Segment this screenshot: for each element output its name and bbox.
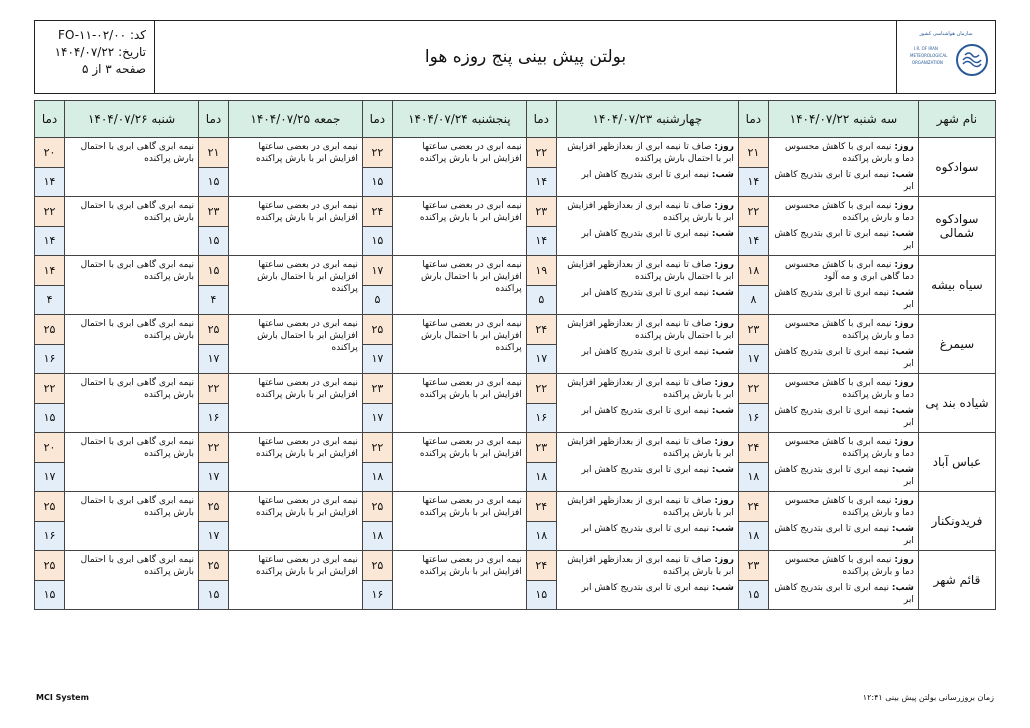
min-temp: ۱۶ [527, 404, 556, 433]
forecast-cell [392, 374, 526, 433]
day-forecast: نیمه ابری با کاهش محسوس دما و بارش پراکنده [784, 378, 914, 400]
max-temp: ۲۳ [363, 374, 392, 404]
max-temp: ۲۴ [363, 197, 392, 227]
table-row [35, 551, 996, 610]
forecast-cell [229, 551, 363, 610]
temp-cell [738, 492, 768, 551]
table-row [35, 197, 996, 256]
footer-update-label: زمان بروزرسانی بولتن پیش بینی [885, 693, 994, 702]
night-forecast: نیمه ابری تا ابری بتدریج کاهش ابر [581, 524, 710, 534]
night-label: شب: [891, 524, 914, 534]
city-name: سیمرغ [918, 315, 995, 374]
forecast-cell [65, 197, 199, 256]
min-temp: ۱۴ [739, 227, 768, 256]
city-name: سوادکوه شمالی [918, 197, 995, 256]
max-temp: ۲۵ [35, 315, 64, 345]
forecast-cell [556, 315, 738, 374]
forecast-cell [229, 197, 363, 256]
forecast-cell [768, 433, 918, 492]
forecast-cell [392, 315, 526, 374]
max-temp: ۲۵ [35, 551, 64, 581]
bulletin-page [34, 20, 996, 605]
city-name: قائم شهر [918, 551, 995, 610]
min-temp: ۱۴ [739, 168, 768, 197]
document-meta [35, 21, 155, 93]
min-temp: ۱۵ [739, 581, 768, 610]
night-forecast: نیمه ابری تا ابری بتدریج کاهش ابر [774, 583, 914, 605]
temp-cell [199, 551, 229, 610]
header-temp: دما [199, 101, 229, 138]
temp-cell [362, 551, 392, 610]
header-city: نام شهر [918, 101, 995, 138]
forecast-cell [556, 492, 738, 551]
min-temp: ۱۵ [527, 581, 556, 610]
forecast-text: نیمه ابری در بعضی ساعتها افزایش ابر با بارش پراکنده [256, 555, 358, 577]
night-label: شب: [891, 170, 914, 180]
forecast-cell [65, 492, 199, 551]
min-temp: ۱۵ [35, 404, 64, 433]
max-temp: ۲۲ [527, 374, 556, 404]
temp-cell [526, 256, 556, 315]
temp-cell [738, 551, 768, 610]
date-label: تاریخ: [118, 45, 146, 59]
day-label: روز: [714, 142, 734, 152]
forecast-cell [556, 256, 738, 315]
min-temp: ۱۴ [527, 227, 556, 256]
header-day-4: جمعه ۱۴۰۴/۰۷/۲۵ [229, 101, 363, 138]
max-temp: ۲۳ [527, 433, 556, 463]
temp-cell [199, 315, 229, 374]
forecast-text: نیمه ابری در بعضی ساعتها افزایش ابر با بارش پراکنده [256, 378, 358, 400]
day-label: روز: [894, 437, 914, 447]
min-temp: ۱۶ [739, 404, 768, 433]
forecast-text: نیمه ابری در بعضی ساعتها افزایش ابر با بارش پراکنده [419, 555, 522, 577]
max-temp: ۲۲ [739, 197, 768, 227]
forecast-cell [229, 492, 363, 551]
temp-cell [35, 492, 65, 551]
temp-cell [526, 315, 556, 374]
night-forecast: نیمه ابری تا ابری بتدریج کاهش ابر [774, 524, 914, 546]
night-label: شب: [891, 347, 914, 357]
code-value: FO-۱۱-۰۲/۰۰ [58, 28, 127, 42]
forecast-cell [229, 138, 363, 197]
temp-cell [199, 492, 229, 551]
night-label: شب: [711, 465, 734, 475]
forecast-text: نیمه ابری گاهی ابری با احتمال بارش پراکنده [80, 260, 195, 282]
footer-update [863, 693, 994, 702]
forecast-text: نیمه ابری در بعضی ساعتها افزایش ابر با بارش پراکنده [419, 201, 522, 223]
max-temp: ۲۵ [35, 492, 64, 522]
min-temp: ۱۶ [363, 581, 392, 610]
night-label: شب: [711, 347, 734, 357]
forecast-cell [65, 256, 199, 315]
forecast-text: نیمه ابری در بعضی ساعتها افزایش ابر با احتمال بارش پراکنده [257, 260, 358, 294]
night-label: شب: [711, 524, 734, 534]
table-row [35, 256, 996, 315]
night-forecast: نیمه ابری تا ابری بتدریج کاهش ابر [774, 465, 914, 487]
day-label: روز: [894, 319, 914, 329]
svg-text:METEOROLOGICAL: METEOROLOGICAL [910, 53, 948, 58]
temp-cell [362, 138, 392, 197]
day-forecast: نیمه ابری با کاهش محسوس دما و بارش پراکنده [784, 319, 914, 341]
day-label: روز: [714, 496, 734, 506]
temp-cell [35, 197, 65, 256]
temp-cell [526, 197, 556, 256]
table-row [35, 492, 996, 551]
page-title: بولتن پیش بینی پنج روزه هوا [424, 47, 627, 67]
night-forecast: نیمه ابری تا ابری بتدریج کاهش ابر [581, 465, 710, 475]
table-row [35, 315, 996, 374]
max-temp: ۲۲ [35, 374, 64, 404]
night-label: شب: [711, 406, 734, 416]
day-forecast: نیمه ابری با کاهش محسوس دما و بارش پراکنده [784, 201, 914, 223]
min-temp: ۱۷ [363, 345, 392, 374]
forecast-cell [392, 197, 526, 256]
day-forecast: صاف تا نیمه ابری از بعدازظهر افزایش ابر با بارش پراکنده [567, 378, 734, 400]
temp-cell [362, 492, 392, 551]
night-forecast: نیمه ابری تا ابری بتدریج کاهش ابر [581, 347, 710, 357]
forecast-cell [768, 197, 918, 256]
max-temp: ۲۳ [739, 315, 768, 345]
logo-text-fa: سازمان هواشناسی کشور [919, 31, 973, 37]
page-label: صفحه [115, 62, 146, 76]
forecast-cell [768, 315, 918, 374]
day-label: روز: [894, 496, 914, 506]
max-temp: ۲۵ [363, 551, 392, 581]
max-temp: ۲۵ [363, 315, 392, 345]
night-forecast: نیمه ابری تا ابری بتدریج کاهش ابر [581, 288, 710, 298]
footer-update-time: ۱۲:۴۱ [862, 693, 883, 702]
min-temp: ۱۷ [199, 345, 228, 374]
min-temp: ۱۷ [363, 404, 392, 433]
forecast-cell [556, 197, 738, 256]
forecast-cell [229, 315, 363, 374]
min-temp: ۵ [363, 286, 392, 315]
forecast-text: نیمه ابری در بعضی ساعتها افزایش ابر با بارش پراکنده [419, 437, 522, 459]
max-temp: ۲۵ [199, 551, 228, 581]
day-label: روز: [714, 319, 734, 329]
city-name: شیاده بند پی [918, 374, 995, 433]
max-temp: ۲۲ [363, 138, 392, 168]
day-forecast: نیمه ابری با کاهش محسوس دما و بارش پراکنده [784, 437, 914, 459]
temp-cell [738, 256, 768, 315]
max-temp: ۱۹ [527, 256, 556, 286]
temp-cell [738, 374, 768, 433]
min-temp: ۱۸ [739, 522, 768, 551]
forecast-cell [229, 433, 363, 492]
header-temp: دما [362, 101, 392, 138]
temp-cell [362, 315, 392, 374]
temp-cell [35, 256, 65, 315]
max-temp: ۲۴ [527, 492, 556, 522]
forecast-cell [392, 256, 526, 315]
forecast-text: نیمه ابری در بعضی ساعتها افزایش ابر با احتمال بارش پراکنده [421, 319, 522, 353]
night-forecast: نیمه ابری تا ابری بتدریج کاهش ابر [774, 347, 914, 369]
day-label: روز: [894, 555, 914, 565]
forecast-cell [392, 551, 526, 610]
svg-text:ORGANIZATION: ORGANIZATION [912, 60, 943, 65]
code-label: کد: [129, 28, 146, 42]
max-temp: ۲۲ [35, 197, 64, 227]
forecast-text: نیمه ابری در بعضی ساعتها افزایش ابر با بارش پراکنده [256, 142, 358, 164]
forecast-cell [65, 374, 199, 433]
day-label: روز: [714, 437, 734, 447]
forecast-cell [229, 256, 363, 315]
min-temp: ۴ [35, 286, 64, 315]
max-temp: ۲۲ [363, 433, 392, 463]
temp-cell [526, 551, 556, 610]
table-row [35, 138, 996, 197]
city-name: سیاه بیشه [918, 256, 995, 315]
forecast-text: نیمه ابری گاهی ابری با احتمال بارش پراکنده [80, 496, 195, 518]
forecast-cell [768, 374, 918, 433]
night-forecast: نیمه ابری تا ابری بتدریج کاهش ابر [774, 170, 914, 192]
max-temp: ۲۵ [199, 492, 228, 522]
min-temp: ۱۵ [363, 168, 392, 197]
day-forecast: نیمه ابری با کاهش محسوس دما و بارش پراکنده [784, 555, 914, 577]
header-day-1: سه شنبه ۱۴۰۴/۰۷/۲۲ [768, 101, 918, 138]
footer-system: MCI System [36, 693, 89, 702]
temp-cell [35, 374, 65, 433]
temp-cell [199, 256, 229, 315]
temp-cell [35, 315, 65, 374]
forecast-text: نیمه ابری در بعضی ساعتها افزایش ابر با بارش پراکنده [419, 378, 522, 400]
min-temp: ۱۵ [199, 227, 228, 256]
night-forecast: نیمه ابری تا ابری بتدریج کاهش ابر [774, 288, 914, 310]
min-temp: ۵ [527, 286, 556, 315]
forecast-text: نیمه ابری گاهی ابری با احتمال بارش پراکنده [80, 142, 195, 164]
day-forecast: نیمه ابری با کاهش محسوس دما گاهی ابری و مه آلود [784, 260, 914, 282]
forecast-text: نیمه ابری گاهی ابری با احتمال بارش پراکنده [80, 201, 195, 223]
night-label: شب: [711, 583, 734, 593]
temp-cell [35, 138, 65, 197]
night-label: شب: [711, 229, 734, 239]
forecast-cell [556, 138, 738, 197]
max-temp: ۲۲ [199, 433, 228, 463]
day-forecast: نیمه ابری با کاهش محسوس دما و بارش پراکنده [784, 142, 914, 164]
meteorological-organization-logo [896, 21, 995, 93]
header-temp: دما [35, 101, 65, 138]
night-forecast: نیمه ابری تا ابری بتدریج کاهش ابر [581, 406, 710, 416]
min-temp: ۱۷ [739, 345, 768, 374]
night-forecast: نیمه ابری تا ابری بتدریج کاهش ابر [774, 406, 914, 428]
header-day-2: چهارشنبه ۱۴۰۴/۰۷/۲۳ [556, 101, 738, 138]
max-temp: ۲۲ [199, 374, 228, 404]
min-temp: ۱۸ [527, 463, 556, 492]
forecast-cell [768, 138, 918, 197]
temp-cell [738, 197, 768, 256]
forecast-cell [768, 551, 918, 610]
forecast-text: نیمه ابری گاهی ابری با احتمال بارش پراکنده [80, 378, 195, 400]
temp-cell [35, 433, 65, 492]
min-temp: ۱۵ [363, 227, 392, 256]
day-label: روز: [894, 142, 914, 152]
forecast-text: نیمه ابری در بعضی ساعتها افزایش ابر با احتمال بارش پراکنده [257, 319, 358, 353]
temp-cell [738, 433, 768, 492]
night-label: شب: [711, 170, 734, 180]
page-value: ۳ از ۵ [82, 62, 112, 76]
forecast-text: نیمه ابری گاهی ابری با احتمال بارش پراکنده [80, 319, 195, 341]
temp-cell [526, 138, 556, 197]
temp-cell [738, 315, 768, 374]
max-temp: ۲۱ [739, 138, 768, 168]
min-temp: ۱۷ [527, 345, 556, 374]
min-temp: ۱۴ [527, 168, 556, 197]
temp-cell [199, 138, 229, 197]
max-temp: ۱۸ [739, 256, 768, 286]
temp-cell [738, 138, 768, 197]
forecast-cell [768, 256, 918, 315]
temp-cell [35, 551, 65, 610]
temp-cell [526, 433, 556, 492]
header-temp: دما [738, 101, 768, 138]
min-temp: ۱۵ [199, 168, 228, 197]
forecast-cell [556, 374, 738, 433]
forecast-cell [392, 492, 526, 551]
table-row [35, 374, 996, 433]
svg-text:I.R. OF IRAN: I.R. OF IRAN [914, 46, 938, 51]
day-label: روز: [714, 555, 734, 565]
day-label: روز: [894, 260, 914, 270]
min-temp: ۱۶ [199, 404, 228, 433]
forecast-cell [392, 138, 526, 197]
temp-cell [526, 374, 556, 433]
bulletin-header [34, 20, 996, 94]
forecast-text: نیمه ابری گاهی ابری با احتمال بارش پراکنده [80, 437, 195, 459]
header-day-3: پنجشنبه ۱۴۰۴/۰۷/۲۴ [392, 101, 526, 138]
night-label: شب: [711, 288, 734, 298]
forecast-text: نیمه ابری در بعضی ساعتها افزایش ابر با بارش پراکنده [256, 496, 358, 518]
night-label: شب: [891, 406, 914, 416]
night-forecast: نیمه ابری تا ابری بتدریج کاهش ابر [581, 170, 710, 180]
forecast-cell [65, 551, 199, 610]
max-temp: ۲۳ [199, 197, 228, 227]
day-forecast: صاف تا نیمه ابری از بعدازظهر افزایش ابر با احتمال بارش پراکنده [567, 319, 734, 341]
forecast-cell [65, 138, 199, 197]
max-temp: ۲۲ [527, 138, 556, 168]
city-name: فریدونکنار [918, 492, 995, 551]
city-name: سوادکوه [918, 138, 995, 197]
max-temp: ۲۵ [199, 315, 228, 345]
night-forecast: نیمه ابری تا ابری بتدریج کاهش ابر [581, 583, 710, 593]
table-header-row [35, 101, 996, 138]
temp-cell [526, 492, 556, 551]
min-temp: ۱۴ [35, 227, 64, 256]
max-temp: ۲۰ [35, 433, 64, 463]
day-forecast: صاف تا نیمه ابری از بعدازظهر افزایش ابر با بارش پراکنده [567, 437, 734, 459]
temp-cell [362, 433, 392, 492]
forecast-cell [392, 433, 526, 492]
max-temp: ۲۴ [739, 433, 768, 463]
forecast-cell [65, 315, 199, 374]
day-forecast: نیمه ابری با کاهش محسوس دما و بارش پراکنده [784, 496, 914, 518]
min-temp: ۱۷ [199, 522, 228, 551]
night-label: شب: [891, 229, 914, 239]
max-temp: ۲۱ [199, 138, 228, 168]
night-label: شب: [891, 465, 914, 475]
forecast-table [34, 100, 996, 610]
night-label: شب: [891, 583, 914, 593]
min-temp: ۴ [199, 286, 228, 315]
day-forecast: صاف تا نیمه ابری از بعدازظهر افزایش ابر با بارش پراکنده [567, 555, 734, 577]
min-temp: ۱۶ [35, 345, 64, 374]
forecast-cell [768, 492, 918, 551]
max-temp: ۲۳ [527, 197, 556, 227]
forecast-text: نیمه ابری گاهی ابری با احتمال بارش پراکنده [80, 555, 195, 577]
day-label: روز: [714, 201, 734, 211]
forecast-text: نیمه ابری در بعضی ساعتها افزایش ابر با احتمال بارش پراکنده [421, 260, 522, 294]
min-temp: ۱۸ [363, 522, 392, 551]
min-temp: ۱۶ [35, 522, 64, 551]
night-forecast: نیمه ابری تا ابری بتدریج کاهش ابر [774, 229, 914, 251]
day-forecast: صاف تا نیمه ابری از بعدازظهر افزایش ابر با بارش پراکنده [567, 496, 734, 518]
header-temp: دما [526, 101, 556, 138]
temp-cell [199, 374, 229, 433]
day-label: روز: [714, 260, 734, 270]
min-temp: ۱۸ [739, 463, 768, 492]
max-temp: ۲۰ [35, 138, 64, 168]
forecast-text: نیمه ابری در بعضی ساعتها افزایش ابر با بارش پراکنده [419, 496, 522, 518]
min-temp: ۱۴ [35, 168, 64, 197]
day-label: روز: [714, 378, 734, 388]
min-temp: ۱۷ [199, 463, 228, 492]
day-forecast: صاف تا نیمه ابری از بعدازظهر افزایش ابر با بارش پراکنده [567, 201, 734, 223]
forecast-cell [65, 433, 199, 492]
city-name: عباس آباد [918, 433, 995, 492]
min-temp: ۸ [739, 286, 768, 315]
table-row [35, 433, 996, 492]
temp-cell [362, 197, 392, 256]
day-label: روز: [894, 201, 914, 211]
forecast-cell [556, 433, 738, 492]
forecast-cell [229, 374, 363, 433]
min-temp: ۱۵ [35, 581, 64, 610]
min-temp: ۱۸ [363, 463, 392, 492]
max-temp: ۱۴ [35, 256, 64, 286]
temp-cell [362, 374, 392, 433]
max-temp: ۲۵ [363, 492, 392, 522]
night-label: شب: [891, 288, 914, 298]
forecast-text: نیمه ابری در بعضی ساعتها افزایش ابر با بارش پراکنده [256, 201, 358, 223]
temp-cell [362, 256, 392, 315]
max-temp: ۲۴ [527, 551, 556, 581]
day-forecast: صاف تا نیمه ابری از بعدازظهر افزایش ابر با احتمال بارش پراکنده [567, 142, 734, 164]
forecast-cell [556, 551, 738, 610]
forecast-text: نیمه ابری در بعضی ساعتها افزایش ابر با بارش پراکنده [256, 437, 358, 459]
max-temp: ۱۵ [199, 256, 228, 286]
max-temp: ۲۴ [527, 315, 556, 345]
date-value: ۱۴۰۴/۰۷/۲۲ [54, 45, 115, 59]
min-temp: ۱۵ [199, 581, 228, 610]
max-temp: ۲۳ [739, 551, 768, 581]
temp-cell [199, 197, 229, 256]
header-day-5: شنبه ۱۴۰۴/۰۷/۲۶ [65, 101, 199, 138]
temp-cell [199, 433, 229, 492]
night-forecast: نیمه ابری تا ابری بتدریج کاهش ابر [581, 229, 710, 239]
min-temp: ۱۸ [527, 522, 556, 551]
day-forecast: صاف تا نیمه ابری از بعدازظهر افزایش ابر با احتمال بارش پراکنده [567, 260, 734, 282]
max-temp: ۲۲ [739, 374, 768, 404]
max-temp: ۲۴ [739, 492, 768, 522]
max-temp: ۱۷ [363, 256, 392, 286]
forecast-text: نیمه ابری در بعضی ساعتها افزایش ابر با بارش پراکنده [419, 142, 522, 164]
min-temp: ۱۷ [35, 463, 64, 492]
day-label: روز: [894, 378, 914, 388]
